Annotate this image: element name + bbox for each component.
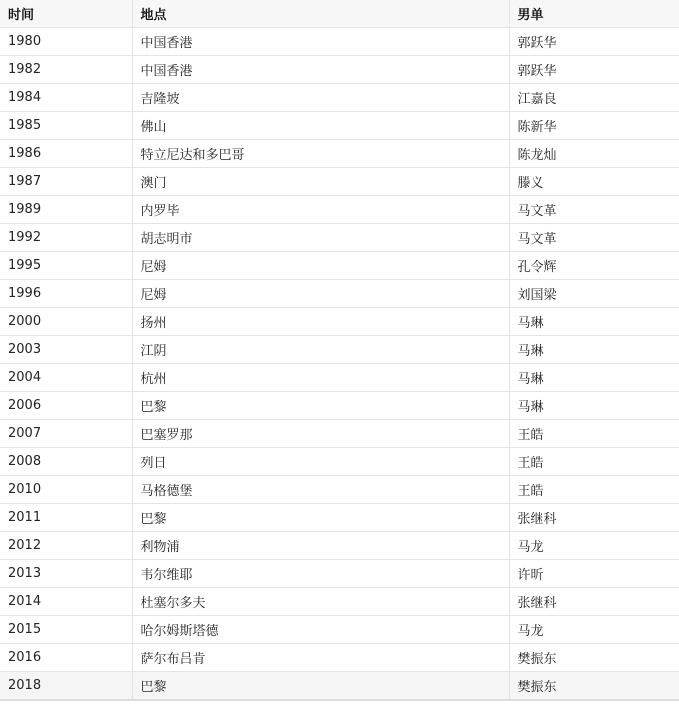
cell-time: 2011 xyxy=(0,504,132,532)
cell-time: 2015 xyxy=(0,616,132,644)
table-row xyxy=(0,476,679,504)
cell-place: 尼姆 xyxy=(132,252,509,280)
cell-time: 1986 xyxy=(0,140,132,168)
table-row xyxy=(0,532,679,560)
cell-mens-singles: 刘国梁 xyxy=(509,280,679,308)
cell-mens-singles: 马琳 xyxy=(509,392,679,420)
cell-mens-singles: 张继科 xyxy=(509,504,679,532)
cell-place: 马格德堡 xyxy=(132,476,509,504)
table-row xyxy=(0,28,679,56)
cell-time: 1985 xyxy=(0,112,132,140)
table-row xyxy=(0,112,679,140)
cell-time: 1989 xyxy=(0,196,132,224)
table-row xyxy=(0,56,679,84)
cell-time: 2004 xyxy=(0,364,132,392)
cell-mens-singles: 江嘉良 xyxy=(509,84,679,112)
cell-mens-singles: 马龙 xyxy=(509,532,679,560)
cell-mens-singles: 许昕 xyxy=(509,560,679,588)
cell-time: 2007 xyxy=(0,420,132,448)
cell-mens-singles: 王皓 xyxy=(509,448,679,476)
cell-mens-singles: 樊振东 xyxy=(509,644,679,672)
cell-place: 特立尼达和多巴哥 xyxy=(132,140,509,168)
cell-mens-singles: 马文革 xyxy=(509,224,679,252)
cell-mens-singles: 马文革 xyxy=(509,196,679,224)
table-row xyxy=(0,336,679,364)
table-row xyxy=(0,140,679,168)
cell-time: 1980 xyxy=(0,28,132,56)
table-row xyxy=(0,420,679,448)
cell-time: 2010 xyxy=(0,476,132,504)
table-row xyxy=(0,560,679,588)
table-row xyxy=(0,224,679,252)
cell-mens-singles: 马琳 xyxy=(509,336,679,364)
cell-time: 2018 xyxy=(0,672,132,701)
header-place: 地点 xyxy=(132,0,509,28)
cell-time: 2003 xyxy=(0,336,132,364)
cell-place: 杭州 xyxy=(132,364,509,392)
cell-place: 利物浦 xyxy=(132,532,509,560)
cell-mens-singles: 马龙 xyxy=(509,616,679,644)
table-row xyxy=(0,644,679,672)
table-row xyxy=(0,280,679,308)
cell-place: 巴黎 xyxy=(132,392,509,420)
cell-time: 2000 xyxy=(0,308,132,336)
cell-mens-singles: 王皓 xyxy=(509,476,679,504)
cell-mens-singles: 郭跃华 xyxy=(509,56,679,84)
cell-place: 澳门 xyxy=(132,168,509,196)
cell-mens-singles: 王皓 xyxy=(509,420,679,448)
table-row xyxy=(0,168,679,196)
table-row xyxy=(0,364,679,392)
cell-time: 2016 xyxy=(0,644,132,672)
cell-mens-singles: 孔令辉 xyxy=(509,252,679,280)
cell-place: 中国香港 xyxy=(132,28,509,56)
table-row xyxy=(0,252,679,280)
table-row xyxy=(0,196,679,224)
cell-time: 2014 xyxy=(0,588,132,616)
cell-time: 2006 xyxy=(0,392,132,420)
table-row xyxy=(0,672,679,701)
cell-place: 内罗毕 xyxy=(132,196,509,224)
cell-time: 2013 xyxy=(0,560,132,588)
cell-time: 2008 xyxy=(0,448,132,476)
table-body xyxy=(0,28,679,701)
cell-mens-singles: 陈龙灿 xyxy=(509,140,679,168)
cell-place: 吉隆坡 xyxy=(132,84,509,112)
cell-place: 扬州 xyxy=(132,308,509,336)
cell-place: 佛山 xyxy=(132,112,509,140)
table-row xyxy=(0,504,679,532)
header-time: 时间 xyxy=(0,0,132,28)
cell-mens-singles: 樊振东 xyxy=(509,672,679,701)
cell-place: 哈尔姆斯塔德 xyxy=(132,616,509,644)
cell-mens-singles: 马琳 xyxy=(509,308,679,336)
cell-place: 胡志明市 xyxy=(132,224,509,252)
cell-place: 中国香港 xyxy=(132,56,509,84)
cell-mens-singles: 马琳 xyxy=(509,364,679,392)
cell-time: 1995 xyxy=(0,252,132,280)
cell-place: 尼姆 xyxy=(132,280,509,308)
cell-mens-singles: 陈新华 xyxy=(509,112,679,140)
cell-mens-singles: 张继科 xyxy=(509,588,679,616)
cell-place: 江阴 xyxy=(132,336,509,364)
table-row xyxy=(0,308,679,336)
cell-place: 巴黎 xyxy=(132,504,509,532)
cell-mens-singles: 郭跃华 xyxy=(509,28,679,56)
cell-time: 1984 xyxy=(0,84,132,112)
cell-time: 2012 xyxy=(0,532,132,560)
header-mens-singles: 男单 xyxy=(509,0,679,28)
table-row xyxy=(0,588,679,616)
table-row xyxy=(0,616,679,644)
cell-place: 杜塞尔多夫 xyxy=(132,588,509,616)
cell-place: 韦尔维耶 xyxy=(132,560,509,588)
cell-time: 1982 xyxy=(0,56,132,84)
cell-time: 1996 xyxy=(0,280,132,308)
cell-place: 列日 xyxy=(132,448,509,476)
table-row xyxy=(0,448,679,476)
cell-place: 萨尔布吕肯 xyxy=(132,644,509,672)
header-row xyxy=(0,0,679,28)
cell-mens-singles: 滕义 xyxy=(509,168,679,196)
cell-time: 1987 xyxy=(0,168,132,196)
cell-place: 巴塞罗那 xyxy=(132,420,509,448)
table-row xyxy=(0,84,679,112)
table-row xyxy=(0,392,679,420)
cell-time: 1992 xyxy=(0,224,132,252)
cell-place: 巴黎 xyxy=(132,672,509,701)
